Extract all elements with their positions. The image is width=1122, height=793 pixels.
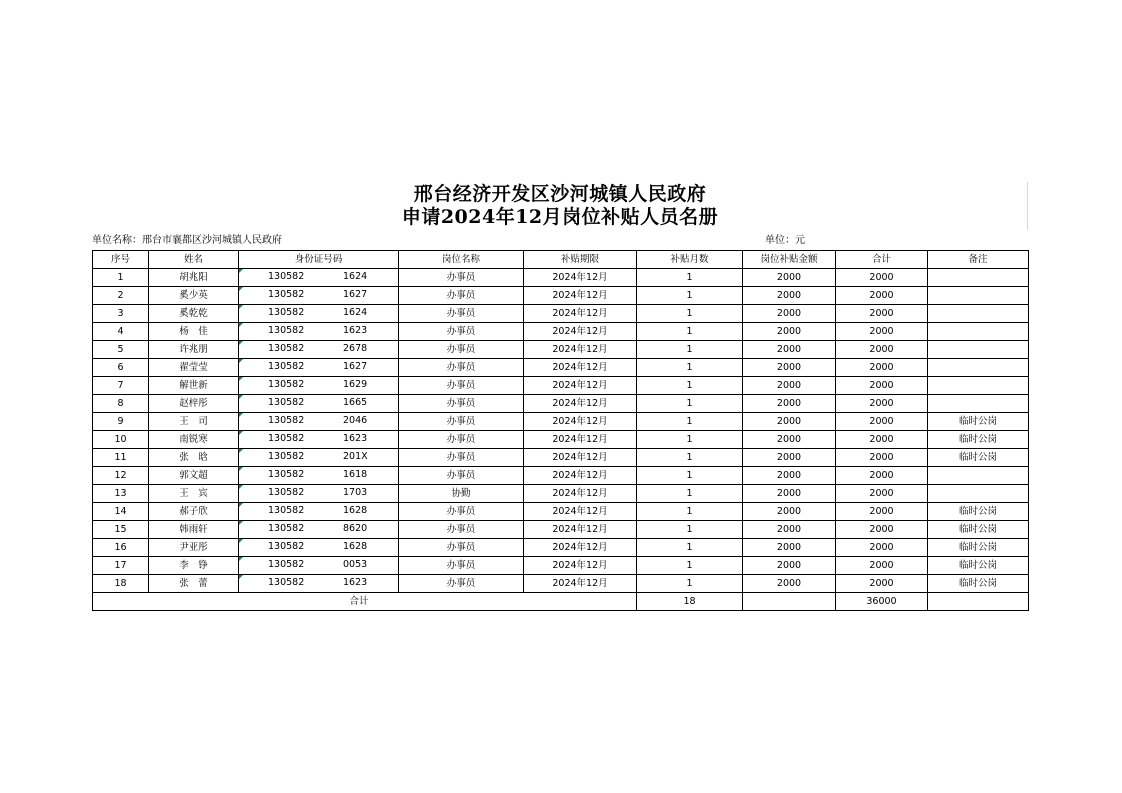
cell-amount: 2000 xyxy=(743,287,836,305)
cell-name: 翟莹莹 xyxy=(149,359,239,377)
cell-period: 2024年12月 xyxy=(524,395,637,413)
cell-no: 11 xyxy=(93,449,149,467)
cell-post: 办事员 xyxy=(399,575,524,593)
cell-period: 2024年12月 xyxy=(524,521,637,539)
cell-amount: 2000 xyxy=(743,377,836,395)
cell-name: 奚乾乾 xyxy=(149,305,239,323)
cell-amount: 2000 xyxy=(743,269,836,287)
cell-amount: 2000 xyxy=(743,485,836,503)
table-row xyxy=(93,269,1029,287)
cell-amount: 2000 xyxy=(743,521,836,539)
id-redaction xyxy=(310,323,344,341)
totals-spacer xyxy=(93,593,149,611)
cell-no: 12 xyxy=(93,467,149,485)
cell-name: 赵梓彤 xyxy=(149,395,239,413)
cell-comment-marker xyxy=(239,539,243,543)
cell-period: 2024年12月 xyxy=(524,575,637,593)
id-suffix: 1627 xyxy=(343,361,368,372)
cell-post: 办事员 xyxy=(399,467,524,485)
cell-months: 1 xyxy=(637,485,743,503)
cell-total: 2000 xyxy=(836,449,928,467)
cell-id xyxy=(239,269,399,287)
cell-id xyxy=(239,539,399,557)
cell-name: 胡兆阳 xyxy=(149,269,239,287)
id-redaction xyxy=(310,287,344,305)
cell-period: 2024年12月 xyxy=(524,269,637,287)
id-suffix: 1623 xyxy=(343,577,368,588)
cell-total: 2000 xyxy=(836,431,928,449)
table-row xyxy=(93,377,1029,395)
cell-comment-marker xyxy=(239,341,243,345)
cell-comment-marker xyxy=(239,323,243,327)
cell-total: 2000 xyxy=(836,341,928,359)
cell-no: 15 xyxy=(93,521,149,539)
cell-total: 2000 xyxy=(836,305,928,323)
cell-no: 16 xyxy=(93,539,149,557)
id-suffix: 1624 xyxy=(343,271,368,282)
cell-name: 郭文超 xyxy=(149,467,239,485)
table-row xyxy=(93,467,1029,485)
cell-comment-marker xyxy=(239,557,243,561)
cell-total: 2000 xyxy=(836,269,928,287)
cell-no: 4 xyxy=(93,323,149,341)
cell-period: 2024年12月 xyxy=(524,449,637,467)
cell-post: 办事员 xyxy=(399,431,524,449)
cell-no: 14 xyxy=(93,503,149,521)
id-redaction xyxy=(310,539,344,557)
cell-no: 8 xyxy=(93,395,149,413)
cell-post: 办事员 xyxy=(399,287,524,305)
cell-total: 2000 xyxy=(836,323,928,341)
cell-no: 5 xyxy=(93,341,149,359)
cell-months: 1 xyxy=(637,269,743,287)
id-prefix: 130582 xyxy=(268,469,305,480)
cell-comment-marker xyxy=(239,467,243,471)
cell-note xyxy=(928,359,1029,377)
totals-sum: 36000 xyxy=(836,593,928,611)
id-redaction xyxy=(310,377,344,395)
id-redaction xyxy=(310,341,344,359)
id-prefix: 130582 xyxy=(268,505,305,516)
cell-comment-marker xyxy=(239,449,243,453)
header-post: 岗位名称 xyxy=(399,251,524,269)
cell-total: 2000 xyxy=(836,503,928,521)
totals-label: 合计 xyxy=(239,593,399,611)
cell-amount: 2000 xyxy=(743,449,836,467)
id-prefix: 130582 xyxy=(268,577,305,588)
cell-name: 王 司 xyxy=(149,413,239,431)
cell-name: 奚少英 xyxy=(149,287,239,305)
cell-months: 1 xyxy=(637,503,743,521)
cell-id xyxy=(239,377,399,395)
id-prefix: 130582 xyxy=(268,541,305,552)
cell-period: 2024年12月 xyxy=(524,485,637,503)
cell-amount: 2000 xyxy=(743,557,836,575)
cell-note: 临时公岗 xyxy=(928,539,1029,557)
table-row xyxy=(93,485,1029,503)
id-prefix: 130582 xyxy=(268,289,305,300)
cell-name: 郝子欣 xyxy=(149,503,239,521)
cell-name: 韩雨轩 xyxy=(149,521,239,539)
totals-spacer xyxy=(399,593,524,611)
totals-row xyxy=(93,593,1029,611)
id-redaction xyxy=(310,485,344,503)
cell-id xyxy=(239,485,399,503)
cell-note: 临时公岗 xyxy=(928,431,1029,449)
cell-id xyxy=(239,431,399,449)
cell-months: 1 xyxy=(637,395,743,413)
cell-period: 2024年12月 xyxy=(524,341,637,359)
cell-comment-marker xyxy=(239,575,243,579)
cell-period: 2024年12月 xyxy=(524,431,637,449)
table-row xyxy=(93,575,1029,593)
id-suffix: 1665 xyxy=(343,397,368,408)
cell-comment-marker xyxy=(239,503,243,507)
id-prefix: 130582 xyxy=(268,271,305,282)
table-row xyxy=(93,287,1029,305)
cell-total: 2000 xyxy=(836,395,928,413)
cell-amount: 2000 xyxy=(743,539,836,557)
totals-months: 18 xyxy=(637,593,743,611)
id-suffix: 1629 xyxy=(343,379,368,390)
id-suffix: 1623 xyxy=(343,433,368,444)
cell-no: 1 xyxy=(93,269,149,287)
sheet-edge-divider xyxy=(1027,182,1028,230)
cell-period: 2024年12月 xyxy=(524,305,637,323)
id-suffix: 201X xyxy=(343,451,368,462)
id-suffix: 1703 xyxy=(343,487,368,498)
totals-note-empty xyxy=(928,593,1029,611)
cell-amount: 2000 xyxy=(743,431,836,449)
cell-amount: 2000 xyxy=(743,413,836,431)
table-row xyxy=(93,449,1029,467)
cell-post: 办事员 xyxy=(399,521,524,539)
id-redaction xyxy=(310,359,344,377)
cell-amount: 2000 xyxy=(743,323,836,341)
cell-total: 2000 xyxy=(836,467,928,485)
cell-id xyxy=(239,575,399,593)
id-redaction xyxy=(310,503,344,521)
id-prefix: 130582 xyxy=(268,433,305,444)
id-prefix: 130582 xyxy=(268,415,305,426)
cell-note xyxy=(928,269,1029,287)
cell-no: 9 xyxy=(93,413,149,431)
table-row xyxy=(93,521,1029,539)
table-row xyxy=(93,359,1029,377)
cell-total: 2000 xyxy=(836,521,928,539)
totals-spacer xyxy=(524,593,637,611)
header-id: 身份证号码 xyxy=(239,251,399,269)
id-prefix: 130582 xyxy=(268,325,305,336)
cell-note: 临时公岗 xyxy=(928,575,1029,593)
cell-post: 办事员 xyxy=(399,395,524,413)
cell-no: 13 xyxy=(93,485,149,503)
cell-post: 办事员 xyxy=(399,323,524,341)
totals-spacer xyxy=(149,593,239,611)
table-row xyxy=(93,305,1029,323)
cell-months: 1 xyxy=(637,467,743,485)
cell-name: 王 宾 xyxy=(149,485,239,503)
cell-id xyxy=(239,467,399,485)
table-row xyxy=(93,539,1029,557)
cell-post: 办事员 xyxy=(399,269,524,287)
id-prefix: 130582 xyxy=(268,343,305,354)
page-subtitle: 申请2024年12月岗位补贴人员名册 xyxy=(401,206,719,228)
id-suffix: 1628 xyxy=(343,541,368,552)
id-suffix: 1627 xyxy=(343,289,368,300)
cell-name: 李 铮 xyxy=(149,557,239,575)
cell-months: 1 xyxy=(637,341,743,359)
cell-note xyxy=(928,467,1029,485)
cell-comment-marker xyxy=(239,431,243,435)
id-prefix: 130582 xyxy=(268,379,305,390)
cell-note xyxy=(928,341,1029,359)
cell-months: 1 xyxy=(637,539,743,557)
cell-amount: 2000 xyxy=(743,503,836,521)
cell-period: 2024年12月 xyxy=(524,557,637,575)
cell-total: 2000 xyxy=(836,287,928,305)
cell-months: 1 xyxy=(637,521,743,539)
cell-post: 办事员 xyxy=(399,305,524,323)
cell-period: 2024年12月 xyxy=(524,539,637,557)
cell-id xyxy=(239,395,399,413)
id-suffix: 2046 xyxy=(343,415,368,426)
cell-no: 2 xyxy=(93,287,149,305)
cell-id xyxy=(239,503,399,521)
cell-id xyxy=(239,413,399,431)
id-prefix: 130582 xyxy=(268,397,305,408)
cell-post: 协勤 xyxy=(399,485,524,503)
id-suffix: 1623 xyxy=(343,325,368,336)
table-row xyxy=(93,413,1029,431)
table-row xyxy=(93,323,1029,341)
cell-note xyxy=(928,395,1029,413)
id-suffix: 1624 xyxy=(343,307,368,318)
cell-name: 解世新 xyxy=(149,377,239,395)
cell-note: 临时公岗 xyxy=(928,413,1029,431)
title-area xyxy=(92,182,1028,230)
table-row xyxy=(93,431,1029,449)
cell-comment-marker xyxy=(239,269,243,273)
cell-total: 2000 xyxy=(836,377,928,395)
cell-amount: 2000 xyxy=(743,359,836,377)
cell-note: 临时公岗 xyxy=(928,557,1029,575)
cell-amount: 2000 xyxy=(743,395,836,413)
cell-comment-marker xyxy=(239,485,243,489)
cell-id xyxy=(239,359,399,377)
cell-no: 17 xyxy=(93,557,149,575)
id-prefix: 130582 xyxy=(268,307,305,318)
totals-amount-empty xyxy=(743,593,836,611)
cell-post: 办事员 xyxy=(399,413,524,431)
cell-months: 1 xyxy=(637,431,743,449)
id-redaction xyxy=(310,449,344,467)
id-redaction xyxy=(310,395,344,413)
cell-amount: 2000 xyxy=(743,305,836,323)
cell-months: 1 xyxy=(637,575,743,593)
header-no: 序号 xyxy=(93,251,149,269)
id-redaction xyxy=(310,467,344,485)
id-suffix: 2678 xyxy=(343,343,368,354)
id-prefix: 130582 xyxy=(268,559,305,570)
cell-post: 办事员 xyxy=(399,503,524,521)
id-redaction xyxy=(310,521,344,539)
cell-comment-marker xyxy=(239,287,243,291)
id-prefix: 130582 xyxy=(268,451,305,462)
header-note: 备注 xyxy=(928,251,1029,269)
cell-post: 办事员 xyxy=(399,449,524,467)
cell-no: 7 xyxy=(93,377,149,395)
id-prefix: 130582 xyxy=(268,523,305,534)
table-row xyxy=(93,395,1029,413)
id-redaction xyxy=(310,305,344,323)
cell-id xyxy=(239,287,399,305)
id-suffix: 1618 xyxy=(343,469,368,480)
cell-total: 2000 xyxy=(836,557,928,575)
cell-months: 1 xyxy=(637,449,743,467)
cell-name: 南锐寒 xyxy=(149,431,239,449)
cell-months: 1 xyxy=(637,323,743,341)
cell-post: 办事员 xyxy=(399,359,524,377)
id-prefix: 130582 xyxy=(268,361,305,372)
cell-no: 18 xyxy=(93,575,149,593)
cell-name: 尹亚彤 xyxy=(149,539,239,557)
cell-period: 2024年12月 xyxy=(524,503,637,521)
cell-id xyxy=(239,557,399,575)
cell-no: 3 xyxy=(93,305,149,323)
cell-post: 办事员 xyxy=(399,557,524,575)
id-suffix: 8620 xyxy=(343,523,368,534)
cell-total: 2000 xyxy=(836,359,928,377)
cell-note xyxy=(928,377,1029,395)
cell-note xyxy=(928,287,1029,305)
cell-months: 1 xyxy=(637,413,743,431)
cell-months: 1 xyxy=(637,287,743,305)
cell-comment-marker xyxy=(239,305,243,309)
cell-name: 张 蕾 xyxy=(149,575,239,593)
cell-months: 1 xyxy=(637,557,743,575)
cell-total: 2000 xyxy=(836,413,928,431)
table-row xyxy=(93,503,1029,521)
cell-period: 2024年12月 xyxy=(524,287,637,305)
table-row xyxy=(93,341,1029,359)
cell-id xyxy=(239,521,399,539)
cell-id xyxy=(239,341,399,359)
cell-months: 1 xyxy=(637,377,743,395)
header-months: 补贴月数 xyxy=(637,251,743,269)
cell-no: 10 xyxy=(93,431,149,449)
cell-post: 办事员 xyxy=(399,377,524,395)
cell-comment-marker xyxy=(239,395,243,399)
cell-months: 1 xyxy=(637,359,743,377)
cell-name: 杨 佳 xyxy=(149,323,239,341)
cell-months: 1 xyxy=(637,305,743,323)
id-suffix: 0053 xyxy=(343,559,368,570)
id-redaction xyxy=(310,431,344,449)
cell-comment-marker xyxy=(239,377,243,381)
subsidy-table xyxy=(92,250,1029,611)
cell-note xyxy=(928,305,1029,323)
cell-period: 2024年12月 xyxy=(524,413,637,431)
cell-comment-marker xyxy=(239,521,243,525)
unit-name-label: 单位名称：邢台市襄都区沙河城镇人民政府 xyxy=(92,235,282,246)
cell-no: 6 xyxy=(93,359,149,377)
cell-comment-marker xyxy=(239,359,243,363)
cell-post: 办事员 xyxy=(399,539,524,557)
id-redaction xyxy=(310,575,344,593)
id-redaction xyxy=(310,413,344,431)
page-title: 邢台经济开发区沙河城镇人民政府 xyxy=(413,183,707,205)
cell-post: 办事员 xyxy=(399,341,524,359)
meta-row xyxy=(92,232,1028,250)
cell-note: 临时公岗 xyxy=(928,449,1029,467)
id-redaction xyxy=(310,269,344,287)
header-name: 姓名 xyxy=(149,251,239,269)
cell-period: 2024年12月 xyxy=(524,377,637,395)
id-redaction xyxy=(310,557,344,575)
cell-period: 2024年12月 xyxy=(524,323,637,341)
cell-amount: 2000 xyxy=(743,575,836,593)
header-amount: 岗位补贴金额 xyxy=(743,251,836,269)
cell-note xyxy=(928,323,1029,341)
cell-amount: 2000 xyxy=(743,341,836,359)
cell-total: 2000 xyxy=(836,575,928,593)
cell-name: 许兆朋 xyxy=(149,341,239,359)
table-header-row xyxy=(93,251,1029,269)
header-period: 补贴期限 xyxy=(524,251,637,269)
cell-period: 2024年12月 xyxy=(524,467,637,485)
header-total: 合计 xyxy=(836,251,928,269)
id-prefix: 130582 xyxy=(268,487,305,498)
cell-comment-marker xyxy=(239,413,243,417)
cell-note: 临时公岗 xyxy=(928,521,1029,539)
cell-note xyxy=(928,485,1029,503)
currency-unit-label: 单位：元 xyxy=(765,235,805,246)
table-row xyxy=(93,557,1029,575)
cell-id xyxy=(239,323,399,341)
cell-total: 2000 xyxy=(836,485,928,503)
cell-amount: 2000 xyxy=(743,467,836,485)
cell-name: 张 晗 xyxy=(149,449,239,467)
cell-period: 2024年12月 xyxy=(524,359,637,377)
id-suffix: 1628 xyxy=(343,505,368,516)
cell-id xyxy=(239,305,399,323)
cell-total: 2000 xyxy=(836,539,928,557)
cell-note: 临时公岗 xyxy=(928,503,1029,521)
cell-id xyxy=(239,449,399,467)
